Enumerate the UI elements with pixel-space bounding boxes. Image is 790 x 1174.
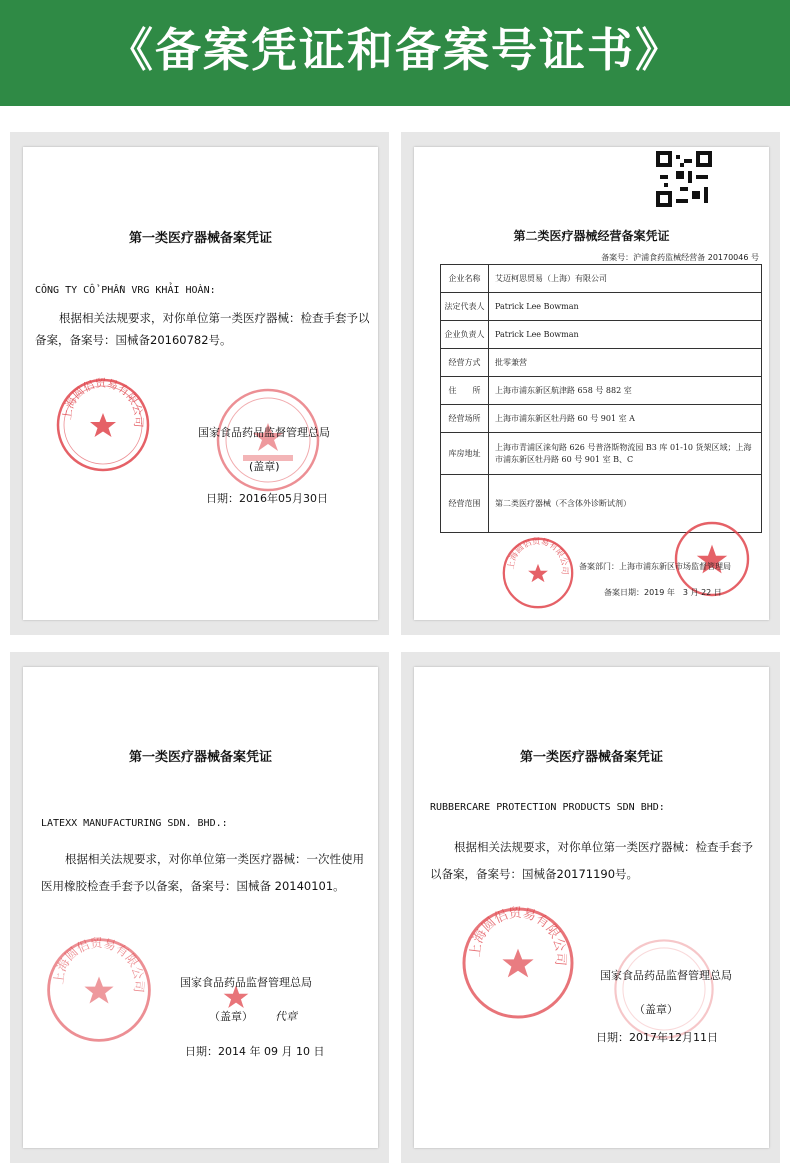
seal-note: （盖章） [209,1010,253,1023]
row-value: 上海市青浦区涞旬路 626 号普洛斯物流园 B3 库 01-10 货架区域；上海市浦东新区牡丹路 60 号 901 室 B、C [489,433,762,475]
row-label: 企业负责人 [441,321,489,349]
certificate-body: 根据相关法规要求，对你单位第一类医疗器械：检查手套予以备案，备案号：国械备20171190号。 [430,840,753,881]
row-value: Patrick Lee Bowman [489,293,762,321]
certificate-paper-2 [414,147,769,620]
svg-text:上海圆侣贸易有限公司: 上海圆侣贸易有限公司 [60,376,146,428]
row-value: 艾迈柯思贸易（上海）有限公司 [489,265,762,293]
row-label: 经营场所 [441,405,489,433]
row-label: 库房地址 [441,433,489,475]
row-label: 住 所 [441,377,489,405]
certificate-frame-1 [10,132,389,635]
company-seal [53,375,153,475]
banner-title: 《备案凭证和备案号证书》 [107,23,683,77]
applicant-name: CÔNG TY CỔ PHẦN VRG KHẢI HOÀN: [35,285,216,296]
certificate-body: 根据相关法规要求，对你单位第一类医疗器械：检查手套予以备案，备案号：国械备20160782号。 [35,311,370,347]
row-label: 经营方式 [441,349,489,377]
issuer-name: 国家食品药品监督管理总局 [180,976,312,989]
certificate-frame-3 [10,652,389,1163]
row-value: 批零兼营 [489,349,762,377]
applicant-name: RUBBERCARE PROTECTION PRODUCTS SDN BHD: [430,802,665,813]
registration-table [440,264,762,533]
certificate-title: 第一类医疗器械备案凭证 [128,231,272,246]
issuer-name: 国家食品药品监督管理总局 [600,969,732,982]
row-value: 上海市浦东新区牡丹路 60 号 901 室 A [489,405,762,433]
certificate-title: 第二类医疗器械经营备案凭证 [513,229,670,243]
certificate-title: 第一类医疗器械备案凭证 [519,750,663,765]
header-banner [0,0,790,106]
row-value: 上海市浦东新区航津路 658 号 882 室 [489,377,762,405]
applicant-name: LATEXX MANUFACTURING SDN. BHD.: [41,818,228,829]
row-value: 第二类医疗器械（不含体外诊断试剂） [489,475,762,533]
signature: 代章 [275,1010,297,1023]
row-label: 经营范围 [441,475,489,533]
svg-text:上海圆侣贸易有限公司: 上海圆侣贸易有限公司 [505,535,571,576]
official-seal [213,385,323,495]
certificate-paper-1 [23,147,378,620]
seal-note: （盖章） [634,1003,678,1016]
issue-date: 日期：2017年12月11日 [596,1031,718,1044]
certificate-paper-4 [414,667,769,1148]
company-seal [500,535,576,611]
company-seal [43,934,155,1046]
seal-note: (盖章) [249,460,280,473]
svg-text:上海圆侣贸易有限公司: 上海圆侣贸易有限公司 [51,935,147,994]
row-label: 法定代表人 [441,293,489,321]
issuer-name: 国家食品药品监督管理总局 [198,426,330,439]
issue-date: 日期：2014 年 09 月 10 日 [185,1045,325,1058]
certificate-paper-3 [23,667,378,1148]
row-label: 企业名称 [441,265,489,293]
filing-department: 备案部门：上海市浦东新区市场监督管理局 [579,562,731,571]
svg-text:上海圆侣贸易有限公司: 上海圆侣贸易有限公司 [468,905,568,967]
company-seal [458,903,578,1023]
record-number: 备案号：沪浦食药监械经营备 20170046 号 [601,253,759,262]
certificate-title: 第一类医疗器械备案凭证 [128,750,272,765]
official-seal [610,935,718,1043]
certificate-frame-2 [401,132,780,635]
row-value: Patrick Lee Bowman [489,321,762,349]
certificate-body: 根据相关法规要求，对你单位第一类医疗器械：一次性使用医用橡胶检查手套予以备案，备案号：国械备 20140101。 [41,852,364,893]
certificate-frame-4 [401,652,780,1163]
issue-date: 日期：2016年05月30日 [206,492,328,505]
qr-code-icon [656,151,712,207]
filing-date: 备案日期：2019 年 3 月 22 日 [604,588,722,597]
